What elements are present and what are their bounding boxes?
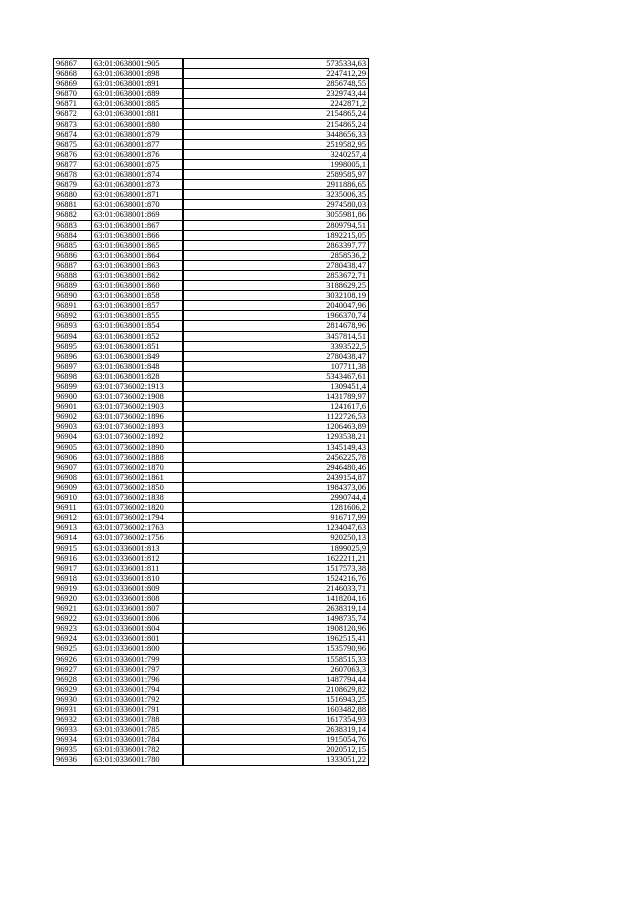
table-row — [54, 220, 369, 230]
cadastral-number-cell: 63:01:0336001:813 — [92, 543, 184, 553]
table-row — [54, 715, 369, 725]
row-number-cell: 96903 — [54, 422, 92, 432]
row-number-cell: 96935 — [54, 745, 92, 755]
table-row — [54, 674, 369, 684]
row-number-cell: 96877 — [54, 159, 92, 169]
cadastral-number-cell: 63:01:0336001:810 — [92, 573, 184, 583]
value-cell: 2814678,96 — [183, 321, 369, 331]
row-number-cell: 96914 — [54, 533, 92, 543]
table-row — [54, 694, 369, 704]
value-cell: 1892215,05 — [183, 230, 369, 240]
value-cell: 1281606,2 — [183, 503, 369, 513]
table-row — [54, 250, 369, 260]
value-cell: 1516943,25 — [183, 694, 369, 704]
cadastral-number-cell: 63:01:0736002:1892 — [92, 432, 184, 442]
table-row — [54, 89, 369, 99]
cadastral-number-cell: 63:01:0336001:782 — [92, 745, 184, 755]
cadastral-number-cell: 63:01:0638001:857 — [92, 301, 184, 311]
cadastral-number-cell: 63:01:0638001:891 — [92, 79, 184, 89]
row-number-cell: 96882 — [54, 210, 92, 220]
row-number-cell: 96910 — [54, 493, 92, 503]
row-number-cell: 96930 — [54, 694, 92, 704]
table-row — [54, 412, 369, 422]
table-row — [54, 664, 369, 674]
value-cell: 2780438,47 — [183, 260, 369, 270]
cadastral-number-cell: 63:01:0736002:1850 — [92, 482, 184, 492]
value-cell: 1206463,89 — [183, 422, 369, 432]
value-cell: 2146033,71 — [183, 583, 369, 593]
value-cell: 3235006,35 — [183, 190, 369, 200]
value-cell: 2863397,77 — [183, 240, 369, 250]
row-number-cell: 96927 — [54, 664, 92, 674]
value-cell: 2108629,82 — [183, 684, 369, 694]
table-row — [54, 523, 369, 533]
table-row — [54, 432, 369, 442]
row-number-cell: 96884 — [54, 230, 92, 240]
value-cell: 2439154,87 — [183, 472, 369, 482]
table-row — [54, 503, 369, 513]
table-row — [54, 725, 369, 735]
cadastral-number-cell: 63:01:0638001:885 — [92, 99, 184, 109]
value-cell: 1487794,44 — [183, 674, 369, 684]
cadastral-number-cell: 63:01:0638001:851 — [92, 341, 184, 351]
row-number-cell: 96922 — [54, 614, 92, 624]
table-row — [54, 99, 369, 109]
table-row — [54, 180, 369, 190]
row-number-cell: 96902 — [54, 412, 92, 422]
cadastral-number-cell: 63:01:0638001:875 — [92, 159, 184, 169]
cadastral-number-cell: 63:01:0736002:1794 — [92, 513, 184, 523]
row-number-cell: 96904 — [54, 432, 92, 442]
cadastral-number-cell: 63:01:0336001:788 — [92, 715, 184, 725]
row-number-cell: 96892 — [54, 311, 92, 321]
value-cell: 2020512,15 — [183, 745, 369, 755]
cadastral-number-cell: 63:01:0736002:1908 — [92, 392, 184, 402]
table-row — [54, 755, 369, 765]
row-number-cell: 96908 — [54, 472, 92, 482]
cadastral-number-cell: 63:01:0638001:871 — [92, 190, 184, 200]
value-cell: 1622211,21 — [183, 553, 369, 563]
row-number-cell: 96905 — [54, 442, 92, 452]
value-cell: 3393522,5 — [183, 341, 369, 351]
cadastral-number-cell: 63:01:0638001:855 — [92, 311, 184, 321]
row-number-cell: 96891 — [54, 301, 92, 311]
value-cell: 1293538,21 — [183, 432, 369, 442]
value-cell: 2809794,51 — [183, 220, 369, 230]
value-cell: 2911886,65 — [183, 180, 369, 190]
value-cell: 1431789,97 — [183, 392, 369, 402]
table-row — [54, 129, 369, 139]
value-cell: 3055981,86 — [183, 210, 369, 220]
row-number-cell: 96878 — [54, 170, 92, 180]
table-row — [54, 331, 369, 341]
cadastral-number-cell: 63:01:0736002:1890 — [92, 442, 184, 452]
row-number-cell: 96893 — [54, 321, 92, 331]
cadastral-number-cell: 63:01:0336001:791 — [92, 705, 184, 715]
table-row — [54, 149, 369, 159]
cadastral-number-cell: 63:01:0336001:784 — [92, 735, 184, 745]
cadastral-number-cell: 63:01:0638001:865 — [92, 240, 184, 250]
cadastral-number-cell: 63:01:0736002:1896 — [92, 412, 184, 422]
table-row — [54, 482, 369, 492]
row-number-cell: 96876 — [54, 149, 92, 159]
value-cell: 3188629,25 — [183, 281, 369, 291]
table-row — [54, 593, 369, 603]
table-row — [54, 371, 369, 381]
value-cell: 1617354,93 — [183, 715, 369, 725]
row-number-cell: 96918 — [54, 573, 92, 583]
cadastral-number-cell: 63:01:0638001:866 — [92, 230, 184, 240]
value-cell: 1517573,38 — [183, 563, 369, 573]
table-body — [54, 59, 369, 766]
cadastral-number-cell: 63:01:0736002:1763 — [92, 523, 184, 533]
row-number-cell: 96921 — [54, 604, 92, 614]
row-number-cell: 96897 — [54, 361, 92, 371]
table-row — [54, 240, 369, 250]
row-number-cell: 96900 — [54, 392, 92, 402]
table-row — [54, 583, 369, 593]
table-row — [54, 139, 369, 149]
cadastral-number-cell: 63:01:0336001:794 — [92, 684, 184, 694]
value-cell: 2974580,03 — [183, 200, 369, 210]
cadastral-number-cell: 63:01:0638001:867 — [92, 220, 184, 230]
value-cell: 1984373,06 — [183, 482, 369, 492]
row-number-cell: 96925 — [54, 644, 92, 654]
table-row — [54, 684, 369, 694]
row-number-cell: 96886 — [54, 250, 92, 260]
table-row — [54, 624, 369, 634]
row-number-cell: 96909 — [54, 482, 92, 492]
cadastral-number-cell: 63:01:0638001:854 — [92, 321, 184, 331]
row-number-cell: 96870 — [54, 89, 92, 99]
cadastral-number-cell: 63:01:0336001:801 — [92, 634, 184, 644]
table-row — [54, 351, 369, 361]
row-number-cell: 96889 — [54, 281, 92, 291]
cadastral-number-cell: 63:01:0638001:860 — [92, 281, 184, 291]
value-cell: 1234047,63 — [183, 523, 369, 533]
value-cell: 3448656,33 — [183, 129, 369, 139]
value-cell: 2638319,14 — [183, 725, 369, 735]
row-number-cell: 96895 — [54, 341, 92, 351]
cadastral-number-cell: 63:01:0736002:1888 — [92, 452, 184, 462]
row-number-cell: 96890 — [54, 291, 92, 301]
value-cell: 1962515,41 — [183, 634, 369, 644]
value-cell: 1241617,6 — [183, 402, 369, 412]
cadastral-number-cell: 63:01:0336001:799 — [92, 654, 184, 664]
value-cell: 2853672,71 — [183, 270, 369, 280]
cadastral-number-cell: 63:01:0638001:876 — [92, 149, 184, 159]
row-number-cell: 96931 — [54, 705, 92, 715]
row-number-cell: 96928 — [54, 674, 92, 684]
cadastral-number-cell: 63:01:0638001:889 — [92, 89, 184, 99]
table-row — [54, 159, 369, 169]
value-cell: 5735334,63 — [183, 59, 369, 69]
value-cell: 2607063,3 — [183, 664, 369, 674]
table-row — [54, 462, 369, 472]
cadastral-number-cell: 63:01:0736002:1903 — [92, 402, 184, 412]
value-cell: 1333051,22 — [183, 755, 369, 765]
table-row — [54, 210, 369, 220]
row-number-cell: 96936 — [54, 755, 92, 765]
value-cell: 5343467,61 — [183, 371, 369, 381]
row-number-cell: 96872 — [54, 109, 92, 119]
cadastral-number-cell: 63:01:0736002:1870 — [92, 462, 184, 472]
value-cell: 1535790,96 — [183, 644, 369, 654]
table-row — [54, 402, 369, 412]
cadastral-number-cell: 63:01:0336001:809 — [92, 583, 184, 593]
value-cell: 3032108,19 — [183, 291, 369, 301]
row-number-cell: 96887 — [54, 260, 92, 270]
cadastral-number-cell: 63:01:0638001:849 — [92, 351, 184, 361]
row-number-cell: 96907 — [54, 462, 92, 472]
cadastral-number-cell: 63:01:0336001:806 — [92, 614, 184, 624]
table-row — [54, 311, 369, 321]
row-number-cell: 96916 — [54, 553, 92, 563]
value-cell: 1915054,76 — [183, 735, 369, 745]
value-cell: 1345149,43 — [183, 442, 369, 452]
table-row — [54, 634, 369, 644]
row-number-cell: 96932 — [54, 715, 92, 725]
table-row — [54, 563, 369, 573]
value-cell: 1966370,74 — [183, 311, 369, 321]
value-cell: 1603482,88 — [183, 705, 369, 715]
cadastral-number-cell: 63:01:0336001:808 — [92, 593, 184, 603]
value-cell: 2456225,78 — [183, 452, 369, 462]
table-row — [54, 59, 369, 69]
row-number-cell: 96926 — [54, 654, 92, 664]
table-row — [54, 553, 369, 563]
cadastral-number-cell: 63:01:0736002:1820 — [92, 503, 184, 513]
row-number-cell: 96867 — [54, 59, 92, 69]
value-cell: 2856748,55 — [183, 79, 369, 89]
row-number-cell: 96920 — [54, 593, 92, 603]
cadastral-number-cell: 63:01:0638001:852 — [92, 331, 184, 341]
row-number-cell: 96894 — [54, 331, 92, 341]
row-number-cell: 96899 — [54, 382, 92, 392]
table-row — [54, 270, 369, 280]
table-row — [54, 321, 369, 331]
value-cell: 2990744,4 — [183, 493, 369, 503]
cadastral-number-cell: 63:01:0638001:877 — [92, 139, 184, 149]
cadastral-number-cell: 63:01:0336001:812 — [92, 553, 184, 563]
table-row — [54, 109, 369, 119]
cadastral-number-cell: 63:01:0336001:780 — [92, 755, 184, 765]
table-row — [54, 392, 369, 402]
table-row — [54, 422, 369, 432]
row-number-cell: 96888 — [54, 270, 92, 280]
cadastral-number-cell: 63:01:0638001:880 — [92, 119, 184, 129]
table-row — [54, 170, 369, 180]
value-cell: 1558515,33 — [183, 654, 369, 664]
cadastral-number-cell: 63:01:0736002:1913 — [92, 382, 184, 392]
row-number-cell: 96879 — [54, 180, 92, 190]
table-row — [54, 735, 369, 745]
table-row — [54, 745, 369, 755]
value-cell: 2247412,29 — [183, 69, 369, 79]
value-cell: 3240257,4 — [183, 149, 369, 159]
table-row — [54, 361, 369, 371]
row-number-cell: 96913 — [54, 523, 92, 533]
row-number-cell: 96885 — [54, 240, 92, 250]
value-cell: 2638319,14 — [183, 604, 369, 614]
cadastral-number-cell: 63:01:0638001:898 — [92, 69, 184, 79]
table-row — [54, 119, 369, 129]
cadastral-number-cell: 63:01:0336001:796 — [92, 674, 184, 684]
table-row — [54, 382, 369, 392]
row-number-cell: 96924 — [54, 634, 92, 644]
cadastral-number-cell: 63:01:0336001:792 — [92, 694, 184, 704]
value-cell: 916717,99 — [183, 513, 369, 523]
value-cell: 2329743,44 — [183, 89, 369, 99]
table-row — [54, 260, 369, 270]
row-number-cell: 96934 — [54, 735, 92, 745]
cadastral-number-cell: 63:01:0638001:858 — [92, 291, 184, 301]
row-number-cell: 96929 — [54, 684, 92, 694]
table-row — [54, 604, 369, 614]
row-number-cell: 96898 — [54, 371, 92, 381]
value-cell: 1998005,1 — [183, 159, 369, 169]
row-number-cell: 96912 — [54, 513, 92, 523]
table-row — [54, 291, 369, 301]
value-cell: 2242871,2 — [183, 99, 369, 109]
data-table — [53, 58, 369, 766]
cadastral-number-cell: 63:01:0638001:828 — [92, 371, 184, 381]
value-cell: 2780438,47 — [183, 351, 369, 361]
cadastral-number-cell: 63:01:0638001:864 — [92, 250, 184, 260]
row-number-cell: 96896 — [54, 351, 92, 361]
row-number-cell: 96915 — [54, 543, 92, 553]
table-row — [54, 533, 369, 543]
cadastral-number-cell: 63:01:0638001:863 — [92, 260, 184, 270]
cadastral-number-cell: 63:01:0336001:785 — [92, 725, 184, 735]
table-row — [54, 472, 369, 482]
value-cell: 1899025,9 — [183, 543, 369, 553]
value-cell: 920250,13 — [183, 533, 369, 543]
table-row — [54, 190, 369, 200]
row-number-cell: 96874 — [54, 129, 92, 139]
cadastral-number-cell: 63:01:0336001:811 — [92, 563, 184, 573]
value-cell: 1524216,76 — [183, 573, 369, 583]
cadastral-number-cell: 63:01:0336001:807 — [92, 604, 184, 614]
cadastral-number-cell: 63:01:0336001:800 — [92, 644, 184, 654]
value-cell: 1122726,53 — [183, 412, 369, 422]
cadastral-number-cell: 63:01:0736002:1756 — [92, 533, 184, 543]
row-number-cell: 96875 — [54, 139, 92, 149]
value-cell: 2858536,2 — [183, 250, 369, 260]
row-number-cell: 96871 — [54, 99, 92, 109]
value-cell: 2519582,95 — [183, 139, 369, 149]
row-number-cell: 96901 — [54, 402, 92, 412]
value-cell: 2154865,24 — [183, 119, 369, 129]
cadastral-number-cell: 63:01:0638001:881 — [92, 109, 184, 119]
table-row — [54, 644, 369, 654]
table-row — [54, 543, 369, 553]
table-row — [54, 69, 369, 79]
cadastral-number-cell: 63:01:0638001:869 — [92, 210, 184, 220]
cadastral-number-cell: 63:01:0638001:862 — [92, 270, 184, 280]
row-number-cell: 96883 — [54, 220, 92, 230]
table-row — [54, 493, 369, 503]
table-row — [54, 79, 369, 89]
value-cell: 1309451,4 — [183, 382, 369, 392]
value-cell: 1908120,96 — [183, 624, 369, 634]
table-row — [54, 230, 369, 240]
row-number-cell: 96868 — [54, 69, 92, 79]
cadastral-number-cell: 63:01:0638001:870 — [92, 200, 184, 210]
row-number-cell: 96869 — [54, 79, 92, 89]
table-row — [54, 281, 369, 291]
value-cell: 1498735,74 — [183, 614, 369, 624]
cadastral-number-cell: 63:01:0336001:797 — [92, 664, 184, 674]
row-number-cell: 96880 — [54, 190, 92, 200]
cadastral-number-cell: 63:01:0638001:873 — [92, 180, 184, 190]
value-cell: 1418204,16 — [183, 593, 369, 603]
table-row — [54, 442, 369, 452]
table-row — [54, 705, 369, 715]
row-number-cell: 96933 — [54, 725, 92, 735]
row-number-cell: 96881 — [54, 200, 92, 210]
row-number-cell: 96917 — [54, 563, 92, 573]
cadastral-number-cell: 63:01:0638001:874 — [92, 170, 184, 180]
row-number-cell: 96873 — [54, 119, 92, 129]
cadastral-number-cell: 63:01:0638001:879 — [92, 129, 184, 139]
table-row — [54, 513, 369, 523]
value-cell: 2154865,24 — [183, 109, 369, 119]
row-number-cell: 96919 — [54, 583, 92, 593]
table-row — [54, 301, 369, 311]
value-cell: 2040047,96 — [183, 301, 369, 311]
cadastral-number-cell: 63:01:0736002:1861 — [92, 472, 184, 482]
row-number-cell: 96911 — [54, 503, 92, 513]
cadastral-number-cell: 63:01:0638001:905 — [92, 59, 184, 69]
table-row — [54, 452, 369, 462]
row-number-cell: 96923 — [54, 624, 92, 634]
table-row — [54, 341, 369, 351]
value-cell: 107711,38 — [183, 361, 369, 371]
table-row — [54, 614, 369, 624]
value-cell: 3457814,51 — [183, 331, 369, 341]
table-row — [54, 573, 369, 583]
cadastral-number-cell: 63:01:0638001:848 — [92, 361, 184, 371]
value-cell: 2946480,46 — [183, 462, 369, 472]
cadastral-number-cell: 63:01:0736002:1893 — [92, 422, 184, 432]
table-row — [54, 654, 369, 664]
cadastral-number-cell: 63:01:0336001:804 — [92, 624, 184, 634]
row-number-cell: 96906 — [54, 452, 92, 462]
value-cell: 2589585,97 — [183, 170, 369, 180]
cadastral-number-cell: 63:01:0736002:1838 — [92, 493, 184, 503]
table-row — [54, 200, 369, 210]
